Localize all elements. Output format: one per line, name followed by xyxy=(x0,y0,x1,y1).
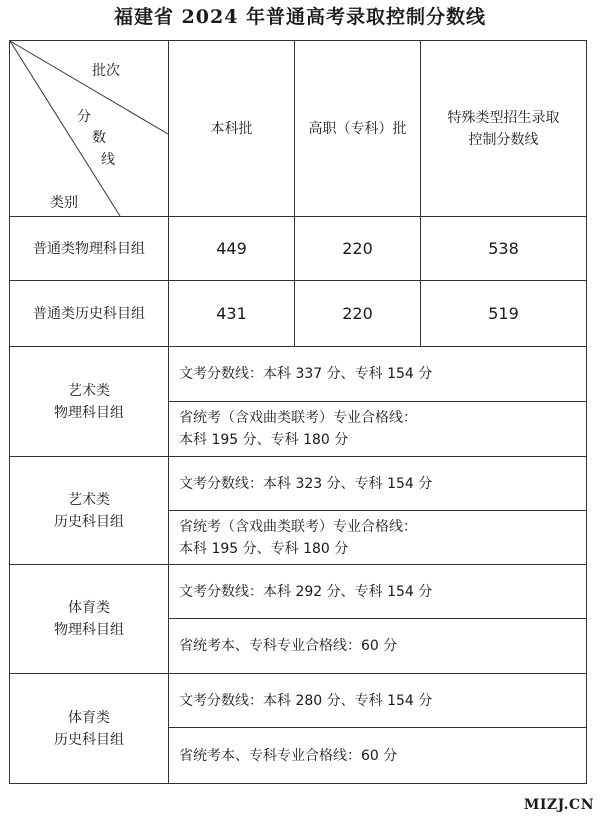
score-vocational-value: 220 xyxy=(342,238,373,258)
header-category-label: 类别 xyxy=(50,195,78,211)
culture-score-line xyxy=(169,565,586,618)
culture-score-line xyxy=(169,674,586,727)
culture-score-text: 文考分数线：本科 280 分、专科 154 分 xyxy=(179,692,433,709)
column-header-special xyxy=(421,41,586,216)
professional-score-line xyxy=(169,402,586,456)
culture-score-line xyxy=(169,457,586,510)
professional-score-line xyxy=(169,511,586,564)
score-special xyxy=(421,281,586,346)
score-special-value: 538 xyxy=(488,238,519,258)
row-category-text: 普通类物理科目组 xyxy=(33,240,145,257)
row-category xyxy=(10,217,168,280)
group-category-line-1: 艺术类 xyxy=(68,491,110,508)
group-category xyxy=(10,674,168,783)
score-vocational xyxy=(295,281,420,346)
column-header-vocational-text: 高职（专科）批 xyxy=(308,120,407,137)
professional-score-text-1: 省统考（含戏曲类联考）专业合格线： xyxy=(179,410,417,426)
column-header-undergrad xyxy=(169,41,294,216)
group-category xyxy=(10,457,168,564)
group-category-line-1: 艺术类 xyxy=(68,382,110,399)
group-category-line-2: 历史科目组 xyxy=(54,513,124,530)
score-vocational xyxy=(295,217,420,280)
group-category xyxy=(10,347,168,456)
professional-score-line xyxy=(169,728,586,783)
culture-score-text: 文考分数线：本科 292 分、专科 154 分 xyxy=(179,583,433,600)
header-score-label-2: 数 xyxy=(92,130,106,146)
group-category-line-2: 物理科目组 xyxy=(54,404,124,421)
culture-score-text: 文考分数线：本科 323 分、专科 154 分 xyxy=(179,475,433,492)
professional-score-text-2: 本科 195 分、专科 180 分 xyxy=(179,540,349,557)
professional-score-line xyxy=(169,619,586,673)
header-batch-label: 批次 xyxy=(92,63,120,79)
column-header-special-line-1: 特殊类型招生录取 xyxy=(447,109,560,126)
column-header-undergrad-text: 本科批 xyxy=(210,120,253,137)
page-title: 福建省 2024 年普通高考录取控制分数线 xyxy=(113,6,487,28)
header-score-label-3: 线 xyxy=(101,152,115,168)
header-score-label-1: 分 xyxy=(77,109,91,125)
score-undergrad-value: 449 xyxy=(216,238,247,258)
score-undergrad-value: 431 xyxy=(216,303,247,323)
score-special-value: 519 xyxy=(488,303,519,323)
column-header-vocational xyxy=(295,41,420,216)
culture-score-line xyxy=(169,347,586,401)
professional-score-text-1: 省统考（含戏曲类联考）专业合格线： xyxy=(179,518,417,535)
watermark-site: MIZJ.CN xyxy=(523,797,594,813)
group-category-line-2: 历史科目组 xyxy=(54,731,124,748)
professional-score-text-1: 省统考本、专科专业合格线：60 分 xyxy=(179,638,398,654)
score-special xyxy=(421,217,586,280)
culture-score-text: 文考分数线：本科 337 分、专科 154 分 xyxy=(179,366,433,382)
row-category xyxy=(10,281,168,346)
professional-score-text-2: 本科 195 分、专科 180 分 xyxy=(179,432,349,448)
column-header-special-line-2: 控制分数线 xyxy=(468,131,539,148)
score-vocational-value: 220 xyxy=(342,303,373,323)
group-category-line-1: 体育类 xyxy=(68,709,110,726)
row-category-text: 普通类历史科目组 xyxy=(33,305,145,322)
group-category xyxy=(10,565,168,673)
score-undergrad xyxy=(169,217,294,280)
group-category-line-1: 体育类 xyxy=(68,600,110,616)
group-category-line-2: 物理科目组 xyxy=(54,622,124,638)
professional-score-text-1: 省统考本、专科专业合格线：60 分 xyxy=(179,747,398,764)
score-undergrad xyxy=(169,281,294,346)
